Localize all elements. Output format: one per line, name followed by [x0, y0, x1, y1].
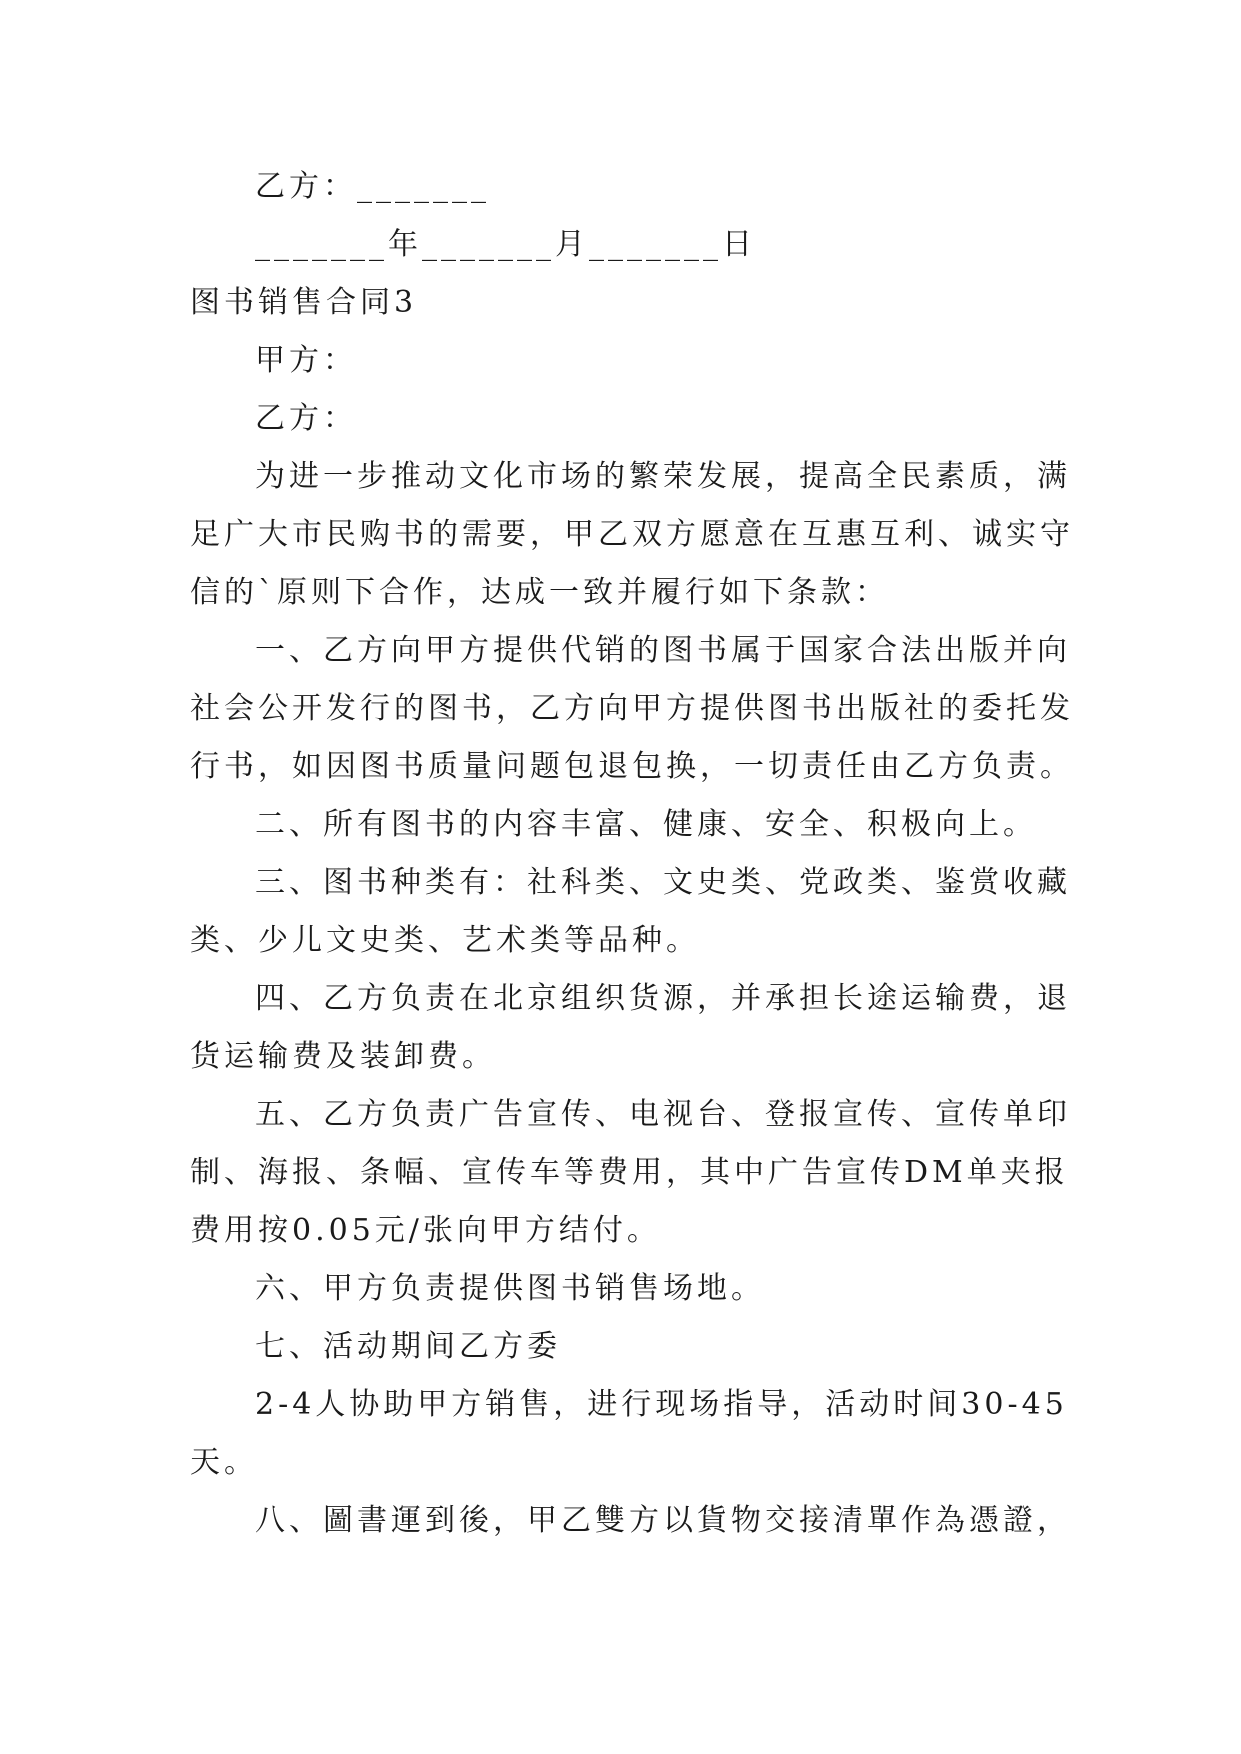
- contract-title: 图书销售合同3: [190, 285, 418, 320]
- clause-1-line-1: 一、乙方向甲方提供代销的图书属于国家合法出版并向: [255, 633, 1071, 668]
- clause-7-line-2: 2-4人协助甲方销售，进行现场指导，活动时间30-45: [255, 1387, 1068, 1422]
- party-b-signature-line: 乙方：_______: [255, 169, 490, 204]
- preamble-line-2: 足广大市民购书的需要，甲乙双方愿意在互惠互利、诚实守: [190, 517, 1074, 552]
- clause-8-line-1: 八、圖書運到後，甲乙雙方以貨物交接清單作為憑證，: [255, 1503, 1071, 1538]
- clause-7-line-3: 天。: [190, 1445, 258, 1480]
- clause-2: 二、所有图书的内容丰富、健康、安全、积极向上。: [255, 807, 1037, 842]
- clause-1-line-2: 社会公开发行的图书，乙方向甲方提供图书出版社的委托发: [190, 691, 1074, 726]
- party-b-label: 乙方：: [255, 401, 357, 436]
- preamble-line-1: 为进一步推动文化市场的繁荣发展，提高全民素质，满: [255, 459, 1071, 494]
- clause-4-line-2: 货运输费及装卸费。: [190, 1039, 496, 1074]
- clause-5-line-2: 制、海报、条幅、宣传车等费用，其中广告宣传DM单夹报: [190, 1155, 1069, 1190]
- party-a-label: 甲方：: [255, 343, 357, 378]
- clause-3-line-1: 三、图书种类有：社科类、文史类、党政类、鉴赏收藏: [255, 865, 1071, 900]
- clause-1-line-3: 行书，如因图书质量问题包退包换，一切责任由乙方负责。: [190, 749, 1074, 784]
- preamble-line-3: 信的`原则下合作，达成一致并履行如下条款：: [190, 575, 889, 610]
- clause-6: 六、甲方负责提供图书销售场地。: [255, 1271, 765, 1306]
- date-line: _______年_______月_______日: [255, 227, 756, 262]
- clause-5-line-1: 五、乙方负责广告宣传、电视台、登报宣传、宣传单印: [255, 1097, 1071, 1132]
- clause-7-line-1: 七、活动期间乙方委: [255, 1329, 561, 1364]
- clause-5-line-3: 费用按0.05元/张向甲方结付。: [190, 1213, 661, 1248]
- clause-4-line-1: 四、乙方负责在北京组织货源，并承担长途运输费，退: [255, 981, 1071, 1016]
- clause-3-line-2: 类、少儿文史类、艺术类等品种。: [190, 923, 700, 958]
